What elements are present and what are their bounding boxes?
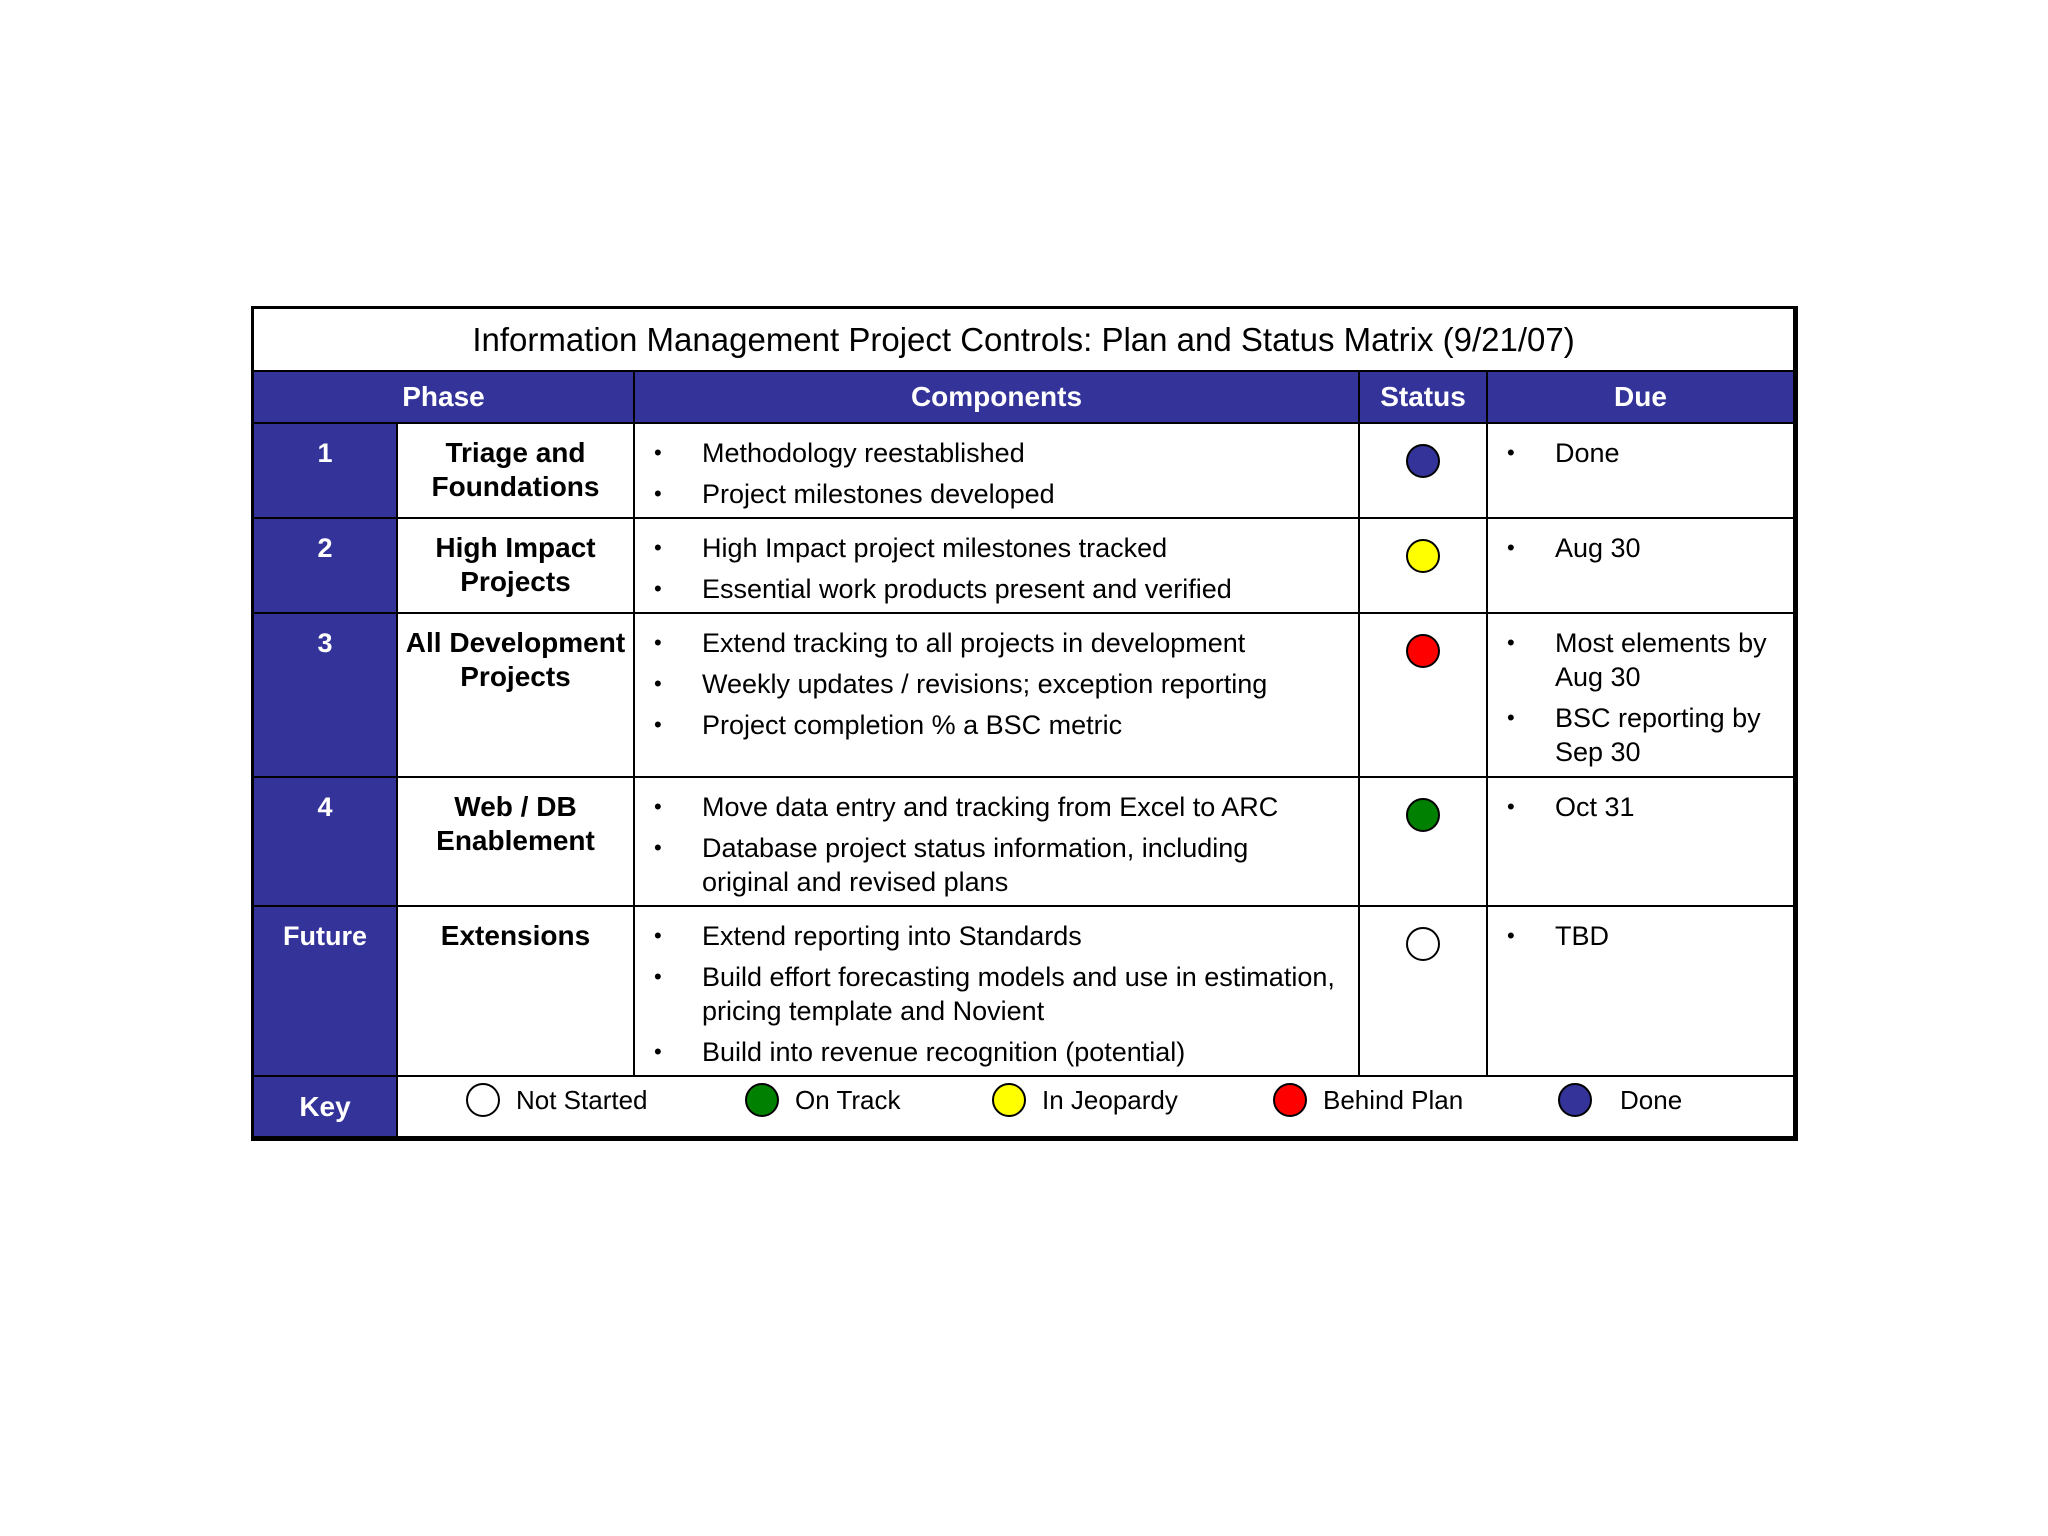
- phase-number: 1: [254, 424, 398, 519]
- legend-item-in-jeopardy: [992, 1083, 1178, 1117]
- list-item: [635, 708, 1338, 742]
- bullet-icon: •: [654, 712, 662, 737]
- list-item: [635, 790, 1338, 824]
- status-indicator-icon: [1406, 927, 1440, 961]
- bullet-icon: •: [654, 835, 662, 860]
- bullet-icon: •: [1507, 705, 1515, 730]
- list-item: [635, 831, 1338, 899]
- bullet-icon: •: [654, 964, 662, 989]
- due-cell: [1488, 778, 1793, 907]
- legend-row: [398, 1077, 1793, 1136]
- due-list: [1488, 778, 1793, 824]
- list-item: [635, 572, 1338, 606]
- status-cell: [1360, 778, 1488, 907]
- bullet-icon: •: [1507, 535, 1515, 560]
- bullet-icon: •: [654, 481, 662, 506]
- phase-number: Future: [254, 907, 398, 1077]
- legend-label: Not Started: [516, 1084, 648, 1115]
- due-list: [1488, 614, 1793, 769]
- bullet-icon: •: [654, 1039, 662, 1064]
- list-item: [635, 960, 1338, 1028]
- bullet-icon: •: [654, 535, 662, 560]
- bullet-icon: •: [1507, 794, 1515, 819]
- components-cell: [635, 614, 1360, 778]
- status-cell: [1360, 519, 1488, 614]
- bullet-icon: •: [1507, 923, 1515, 948]
- phase-number: 4: [254, 778, 398, 907]
- status-indicator-icon: [1406, 798, 1440, 832]
- bullet-icon: •: [654, 576, 662, 601]
- legend-item-behind-plan: [1273, 1083, 1463, 1117]
- component-text: Build into revenue recognition (potential): [702, 1037, 1186, 1067]
- table-title: Information Management Project Controls: Plan and Status Matrix (9/21/07): [254, 309, 1793, 372]
- list-item: [1488, 790, 1773, 824]
- due-list: [1488, 907, 1793, 953]
- components-cell: [635, 907, 1360, 1077]
- components-cell: [635, 519, 1360, 614]
- bullet-icon: •: [1507, 440, 1515, 465]
- status-matrix-table: [251, 306, 1798, 1141]
- in-jeopardy-circle-icon: [992, 1083, 1026, 1117]
- components-cell: [635, 778, 1360, 907]
- phase-name: All Development Projects: [398, 614, 635, 778]
- list-item: [1488, 919, 1773, 953]
- header-phase: Phase: [254, 372, 635, 424]
- components-list: [635, 778, 1358, 899]
- not-started-circle-icon: [466, 1083, 500, 1117]
- bullet-icon: •: [654, 440, 662, 465]
- list-item: [635, 436, 1338, 470]
- due-cell: [1488, 907, 1793, 1077]
- phase-number: 2: [254, 519, 398, 614]
- legend-item-done: [1558, 1083, 1682, 1117]
- on-track-circle-icon: [745, 1083, 779, 1117]
- done-circle-icon: [1558, 1083, 1592, 1117]
- status-cell: [1360, 907, 1488, 1077]
- component-text: Project milestones developed: [702, 479, 1055, 509]
- component-text: Move data entry and tracking from Excel to ARC: [702, 792, 1279, 822]
- due-cell: [1488, 614, 1793, 778]
- component-text: Methodology reestablished: [702, 438, 1025, 468]
- list-item: [635, 919, 1338, 953]
- header-status: Status: [1360, 372, 1488, 424]
- list-item: [1488, 436, 1773, 470]
- status-indicator-icon: [1406, 539, 1440, 573]
- legend-label: In Jeopardy: [1042, 1084, 1178, 1115]
- due-text: BSC reporting by Sep 30: [1555, 703, 1761, 767]
- status-indicator-icon: [1406, 634, 1440, 668]
- due-cell: [1488, 519, 1793, 614]
- due-text: Aug 30: [1555, 533, 1641, 563]
- phase-name: Web / DB Enablement: [398, 778, 635, 907]
- components-cell: [635, 424, 1360, 519]
- phase-number: 3: [254, 614, 398, 778]
- due-cell: [1488, 424, 1793, 519]
- phase-name: High Impact Projects: [398, 519, 635, 614]
- legend-item-on-track: [745, 1083, 900, 1117]
- due-text: TBD: [1555, 921, 1609, 951]
- bullet-icon: •: [654, 630, 662, 655]
- legend-item-not-started: [466, 1083, 648, 1117]
- legend-label: Done: [1620, 1084, 1683, 1115]
- component-text: Build effort forecasting models and use in estimation, pricing template and Novient: [702, 962, 1335, 1026]
- components-list: [635, 424, 1358, 511]
- list-item: [635, 477, 1338, 511]
- list-item: [635, 531, 1338, 565]
- list-item: [1488, 626, 1773, 694]
- status-cell: [1360, 424, 1488, 519]
- components-list: [635, 519, 1358, 606]
- component-text: High Impact project milestones tracked: [702, 533, 1168, 563]
- phase-name: Extensions: [398, 907, 635, 1077]
- header-components: Components: [635, 372, 1360, 424]
- list-item: [635, 626, 1338, 660]
- list-item: [1488, 701, 1773, 769]
- bullet-icon: •: [1507, 630, 1515, 655]
- list-item: [635, 1035, 1338, 1069]
- bullet-icon: •: [654, 671, 662, 696]
- header-due: Due: [1488, 372, 1793, 424]
- bullet-icon: •: [654, 923, 662, 948]
- bullet-icon: •: [654, 794, 662, 819]
- due-text: Oct 31: [1555, 792, 1635, 822]
- component-text: Weekly updates / revisions; exception reporting: [702, 669, 1268, 699]
- key-label: Key: [254, 1077, 398, 1136]
- due-text: Done: [1555, 438, 1620, 468]
- component-text: Essential work products present and verified: [702, 574, 1232, 604]
- list-item: [1488, 531, 1773, 565]
- status-indicator-icon: [1406, 444, 1440, 478]
- due-list: [1488, 424, 1793, 470]
- legend-label: Behind Plan: [1323, 1084, 1464, 1115]
- due-list: [1488, 519, 1793, 565]
- phase-name: Triage and Foundations: [398, 424, 635, 519]
- component-text: Database project status information, including original and revised plans: [702, 833, 1249, 897]
- status-cell: [1360, 614, 1488, 778]
- component-text: Extend tracking to all projects in development: [702, 628, 1246, 658]
- component-text: Extend reporting into Standards: [702, 921, 1082, 951]
- due-text: Most elements by Aug 30: [1555, 628, 1767, 692]
- components-list: [635, 614, 1358, 742]
- components-list: [635, 907, 1358, 1069]
- legend-label: On Track: [795, 1084, 901, 1115]
- component-text: Project completion % a BSC metric: [702, 710, 1123, 740]
- list-item: [635, 667, 1338, 701]
- behind-plan-circle-icon: [1273, 1083, 1307, 1117]
